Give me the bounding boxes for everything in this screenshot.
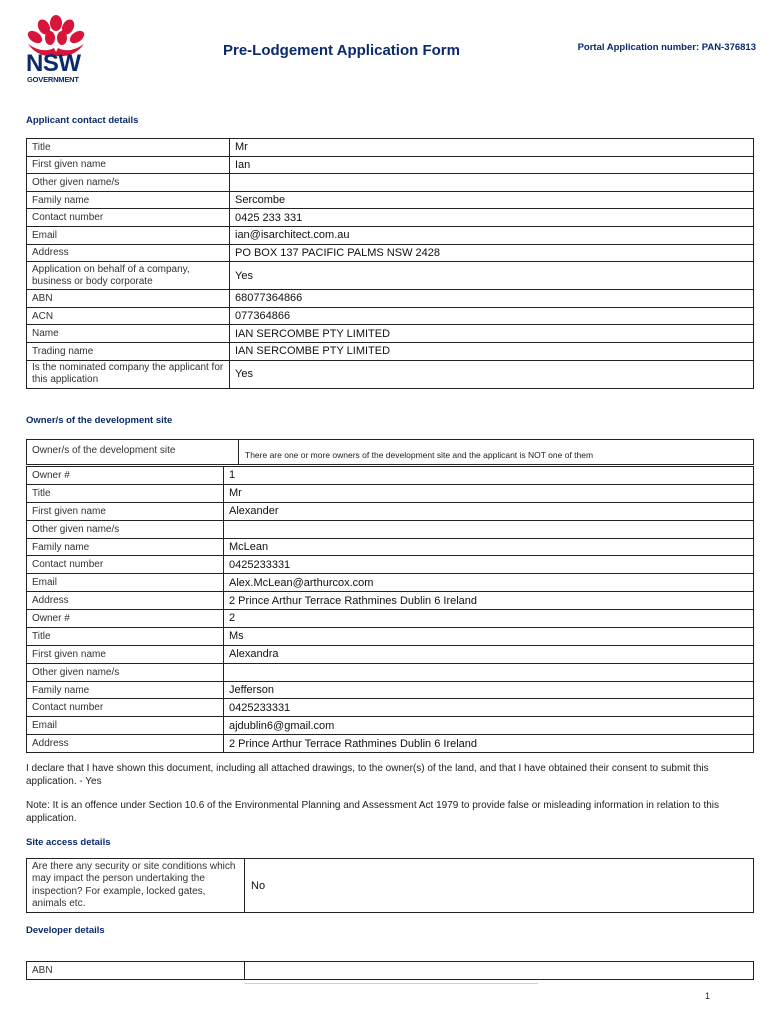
row-value: Yes — [230, 360, 754, 388]
table-row — [27, 307, 754, 325]
row-label: Is the nominated company the applicant for this application — [27, 360, 230, 388]
row-value: Sercombe — [230, 191, 754, 209]
row-label: Email — [27, 574, 224, 592]
table-row — [27, 244, 754, 262]
table-row — [27, 556, 754, 574]
row-label: Address — [27, 592, 224, 610]
table-row — [27, 735, 754, 753]
table-row — [27, 574, 754, 592]
row-label: Contact number — [27, 556, 224, 574]
row-label: Email — [27, 226, 230, 244]
table-row — [27, 325, 754, 343]
table-row — [27, 139, 754, 157]
row-label: Trading name — [27, 342, 230, 360]
row-value: Ms — [224, 627, 754, 645]
row-label: Other given name/s — [27, 174, 230, 192]
logo-subtitle: GOVERNMENT — [27, 75, 79, 84]
owners-summary-value: There are one or more owners of the development site and the applicant is NOT one of them — [245, 450, 594, 460]
row-value — [224, 663, 754, 681]
row-label: Other given name/s — [27, 520, 224, 538]
row-value: 0425233331 — [224, 556, 754, 574]
table-row — [27, 699, 754, 717]
row-value — [224, 520, 754, 538]
table-row — [27, 174, 754, 192]
table-row — [27, 156, 754, 174]
table-row — [27, 520, 754, 538]
row-value — [245, 962, 754, 980]
owners-summary — [26, 439, 754, 465]
table-row — [27, 645, 754, 663]
table-row — [27, 627, 754, 645]
row-value: ian@isarchitect.com.au — [230, 226, 754, 244]
row-value: Jefferson — [224, 681, 754, 699]
form-title: Pre-Lodgement Application Form — [223, 42, 460, 59]
table-row — [27, 610, 754, 628]
row-label: Are there any security or site conditions which may impact the person undertaking the inspection? For example, locked gates, animals etc. — [27, 859, 245, 913]
row-label: Owner # — [27, 610, 224, 628]
row-label: Contact number — [27, 699, 224, 717]
row-value: Yes — [230, 262, 754, 290]
site-access-table — [26, 858, 754, 913]
row-label: Owner # — [27, 467, 224, 485]
owner-2-table — [26, 609, 754, 753]
row-value: PO BOX 137 PACIFIC PALMS NSW 2428 — [230, 244, 754, 262]
table-row — [27, 859, 754, 913]
page-divider — [244, 983, 538, 984]
row-value: Alex.McLean@arthurcox.com — [224, 574, 754, 592]
table-row — [27, 290, 754, 308]
row-value: No — [245, 859, 754, 913]
page-number: 1 — [705, 991, 711, 1001]
row-value: IAN SERCOMBE PTY LIMITED — [230, 325, 754, 343]
table-row — [27, 962, 754, 980]
offence-note: Note: It is an offence under Section 10.6 of the Environmental Planning and Assessment Act 1979 to provide false or misleading information in relation to this application. — [26, 800, 720, 824]
row-value: Alexandra — [224, 645, 754, 663]
row-value: 68077364866 — [230, 290, 754, 308]
row-label: Family name — [27, 681, 224, 699]
row-value: 2 Prince Arthur Terrace Rathmines Dublin 6 Ireland — [224, 735, 754, 753]
table-row — [27, 262, 754, 290]
row-label: Name — [27, 325, 230, 343]
table-row — [27, 592, 754, 610]
table-row — [27, 663, 754, 681]
row-value: McLean — [224, 538, 754, 556]
row-value: Alexander — [224, 502, 754, 520]
row-label: Title — [27, 484, 224, 502]
table-row — [27, 191, 754, 209]
section-heading-applicant: Applicant contact details — [26, 115, 139, 126]
row-value: 1 — [224, 467, 754, 485]
table-row — [27, 467, 754, 485]
row-label: Contact number — [27, 209, 230, 227]
table-row — [27, 209, 754, 227]
table-row — [27, 717, 754, 735]
owner-consent-declaration: I declare that I have shown this document, including all attached drawings, to the owner(s) of the land, and that I have obtained their consent to submit this application. - Yes — [26, 763, 709, 787]
row-value: 2 Prince Arthur Terrace Rathmines Dublin 6 Ireland — [224, 592, 754, 610]
row-label: Title — [27, 139, 230, 157]
row-label: ACN — [27, 307, 230, 325]
section-heading-owners: Owner/s of the development site — [26, 415, 173, 426]
row-value: IAN SERCOMBE PTY LIMITED — [230, 342, 754, 360]
row-value: 0425233331 — [224, 699, 754, 717]
row-label: Address — [27, 735, 224, 753]
portal-application-number: Portal Application number: PAN-376813 — [577, 42, 756, 53]
table-row — [27, 502, 754, 520]
row-value: Mr — [224, 484, 754, 502]
row-label: First given name — [27, 645, 224, 663]
row-label: Family name — [27, 538, 224, 556]
owners-summary-label: Owner/s of the development site — [27, 440, 239, 464]
row-label: Title — [27, 627, 224, 645]
row-label: Address — [27, 244, 230, 262]
developer-table — [26, 961, 754, 980]
row-label: ABN — [27, 290, 230, 308]
table-row — [27, 484, 754, 502]
row-value: Ian — [230, 156, 754, 174]
row-label: First given name — [27, 502, 224, 520]
section-heading-site-access: Site access details — [26, 837, 111, 848]
row-label: Email — [27, 717, 224, 735]
row-value — [230, 174, 754, 192]
owner-1-table — [26, 466, 754, 610]
logo-wordmark: NSW — [26, 50, 81, 77]
section-heading-developer: Developer details — [26, 925, 105, 936]
row-value: 2 — [224, 610, 754, 628]
row-value: 077364866 — [230, 307, 754, 325]
table-row — [27, 681, 754, 699]
table-row — [27, 360, 754, 388]
applicant-table — [26, 138, 754, 389]
row-label: ABN — [27, 962, 245, 980]
table-row — [27, 538, 754, 556]
row-value: Mr — [230, 139, 754, 157]
table-row — [27, 226, 754, 244]
row-label: Other given name/s — [27, 663, 224, 681]
row-label: First given name — [27, 156, 230, 174]
row-value: ajdublin6@gmail.com — [224, 717, 754, 735]
row-label: Family name — [27, 191, 230, 209]
row-value: 0425 233 331 — [230, 209, 754, 227]
row-label: Application on behalf of a company, business or body corporate — [27, 262, 230, 290]
table-row — [27, 342, 754, 360]
